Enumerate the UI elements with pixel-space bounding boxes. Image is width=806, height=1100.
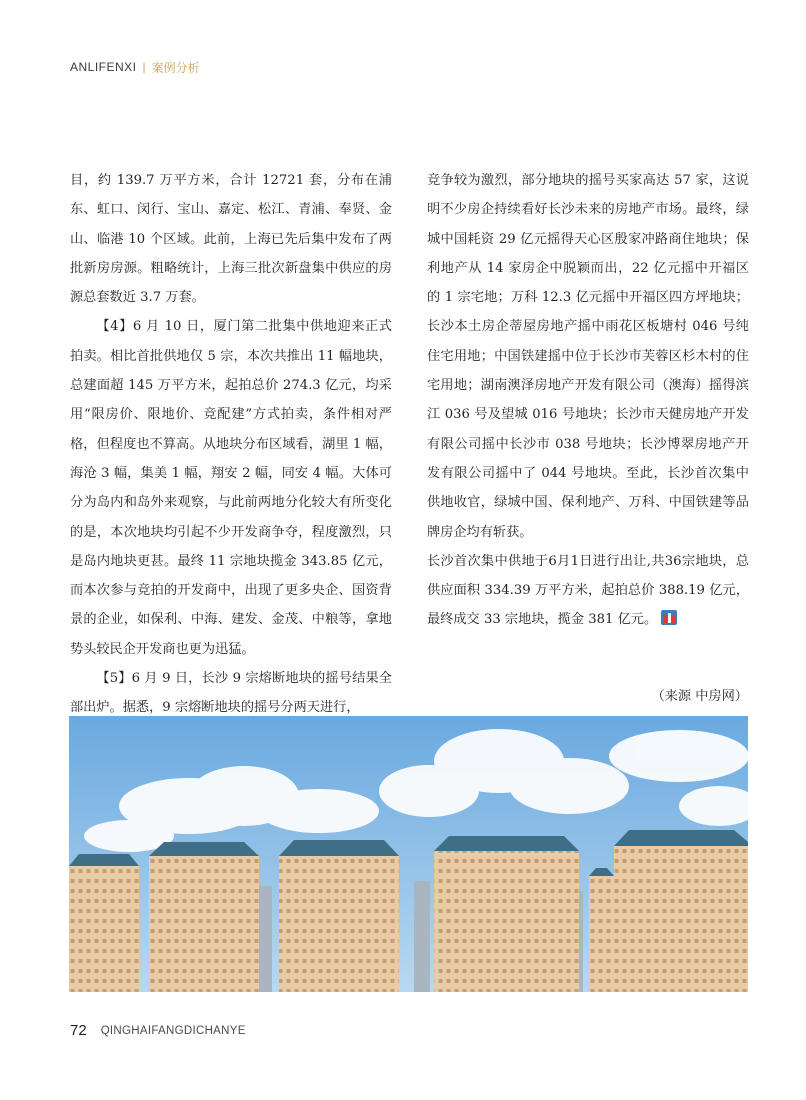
city-skyline-photo xyxy=(69,716,748,992)
left-column xyxy=(70,166,392,723)
header-separator: | xyxy=(142,60,146,74)
magazine-name: QINGHAIFANGDICHANYE xyxy=(100,1024,246,1037)
paragraph-text: 长沙首次集中供地于6月1日进行出让,共36宗地块，总供应面积 334.39 万平方米，起拍总价 388.19 亿元，最终成交 33 宗地块，揽金 381 亿元。 xyxy=(427,553,749,628)
paragraph: 【5】6 月 9 日，长沙 9 宗熔断地块的摇号结果全部出炉。据悉，9 宗熔断地块的摇号分两天进行， xyxy=(70,671,392,716)
paragraph xyxy=(427,547,749,635)
section-header xyxy=(70,58,200,76)
end-mark-icon xyxy=(661,610,677,625)
page-footer xyxy=(70,1022,246,1039)
page-number: 72 xyxy=(70,1022,87,1039)
source-credit: （来源 中房网） xyxy=(651,689,748,704)
right-column xyxy=(427,166,749,635)
paragraph: 【4】6 月 10 日，厦门第二批集中供地迎来正式拍卖。相比首批供地仅 5 宗，本次共推出 11 幅地块，总建面超 145 万平方米，起拍总价 274.3 亿元，均采用“限房价、限地价、竞配建”方式拍卖，条件相对严格，但程度也不算高。从地块分布区域看，湖里 1 幅，海沧 3 幅，集美 1 幅，翔安 2 幅，同安 4 幅。大体可分为岛内和岛外来观察，与此前两地分化较大有所变化的是，本次地块均引起不少开发商争夺，程度激烈，只是岛内地块更甚。最终 11 宗地块揽金 343.85 亿元，而本次参与竞拍的开发商中，出现了更多央企、国资背景的企业，如保利、中海、建发、金茂、中粮等，拿地势头较民企开发商也更为迅猛。 xyxy=(70,319,392,657)
paragraph: 目，约 139.7 万平方米，合计 12721 套，分布在浦东、虹口、闵行、宝山、嘉定、松江、青浦、奉贤、金山、临港 10 个区域。此前，上海已先后集中发布了两批新房房源。粗略统计，上海三批次新盘集中供应的房源总套数近 3.7 万套。 xyxy=(70,173,392,306)
paragraph: 竞争较为激烈，部分地块的摇号买家高达 57 家，这说明不少房企持续看好长沙未来的房地产市场。最终，绿城中国耗资 29 亿元摇得天心区殷家冲路商住地块；保利地产从 14 家房企中脱颖而出，22 亿元摇中开福区的 1 宗宅地；万科 12.3 亿元摇中开福区四方坪地块；长沙本土房企蒂屋房地产摇中雨花区板塘村 046 号纯住宅用地；中国铁建摇中位于长沙市芙蓉区杉木村的住宅用地；湖南澳泽房地产开发有限公司（澳海）摇得滨江 036 号及望城 016 号地块；长沙市天健房地产开发有限公司摇中长沙市 038 号地块；长沙博翠房地产开发有限公司摇中了 044 号地块。至此，长沙首次集中供地收官，绿城中国、保利地产、万科、中国铁建等品牌房企均有斩获。 xyxy=(427,173,749,540)
section-label-cn: 案例分析 xyxy=(151,60,200,75)
section-label-en: ANLIFENXI xyxy=(70,60,137,74)
